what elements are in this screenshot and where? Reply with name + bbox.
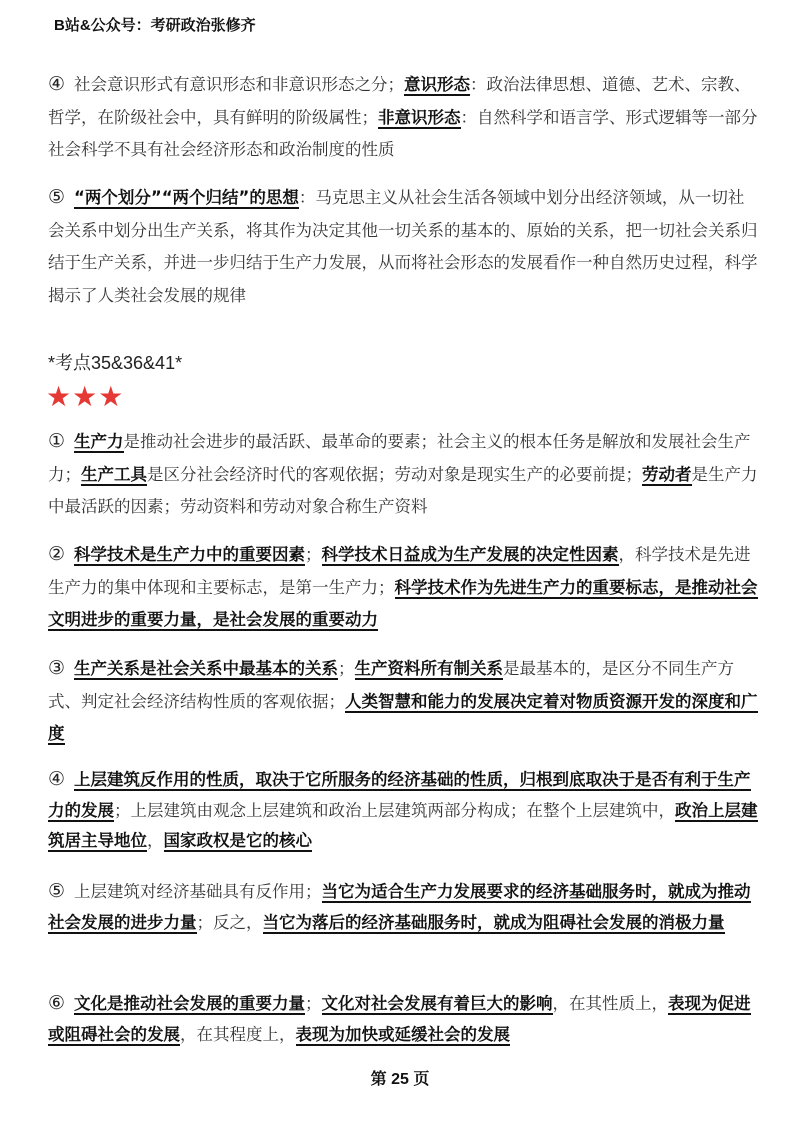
emphasized-text: 政治上层建筑居主导地位 <box>48 800 758 850</box>
emphasized-text: 劳动者 <box>642 464 692 484</box>
emphasized-text: 表现为加快或延缓社会的发展 <box>295 1024 510 1044</box>
emphasized-text: 生产关系是社会关系中最基本的关系 <box>74 659 338 678</box>
emphasized-text: 生产工具 <box>81 464 147 484</box>
emphasized-text: 人类智慧和能力的发展决定着对物质资源开发的深度和广度 <box>48 691 758 743</box>
body-text: ；上层建筑由观念上层建筑和政治上层建筑两部分构成；在整个上层建筑中， <box>114 800 675 820</box>
list-item <box>48 988 758 1050</box>
body-text: 是区分社会经济时代的客观依据；劳动对象是现实生产的必要前提； <box>147 464 642 484</box>
emphasized-text: 科学技术作为先进生产力的重要标志，是推动社会文明进步的重要力量，是社会发展的重要动力 <box>48 577 758 629</box>
item-number: ④ <box>48 73 66 95</box>
body-text: ； <box>338 659 355 678</box>
item-number: ③ <box>48 657 66 679</box>
emphasized-text: 科学技术是生产力中的重要因素 <box>74 545 305 564</box>
body-text: 上层建筑对经济基础具有反作用； <box>74 882 322 901</box>
item-number: ⑤ <box>48 186 66 208</box>
body-text: ，科学技术是先进生产力的集中体现和主要标志，是第一生产力； <box>48 545 751 597</box>
body-text: ； <box>305 994 322 1013</box>
body-text: 社会意识形式有意识形态和非意识形态之分； <box>74 75 404 94</box>
body-text: 是最基本的，是区分不同生产方式、判定社会经济结构性质的客观依据； <box>48 659 734 711</box>
emphasized-text: “两个划分”“两个归结”的思想 <box>74 188 299 207</box>
list-item <box>48 68 758 167</box>
section-label: *考点35&36&41* <box>48 353 183 373</box>
item-number: ① <box>48 430 66 452</box>
emphasized-text: 意识形态 <box>404 75 470 94</box>
emphasized-text: 当它为落后的经济基础服务时，就成为阻碍社会发展的消极力量 <box>262 912 725 932</box>
body-text: 是推动社会进步的最活跃、最革命的要素；社会主义的根本任务是解放和发展社会生产力； <box>48 432 751 484</box>
list-item <box>48 538 758 637</box>
page-number: 第 25 页 <box>370 1071 430 1088</box>
body-text: ，在其程度上， <box>180 1024 296 1044</box>
source-header: B站&公众号：考研政治张修齐 <box>54 17 256 34</box>
list-item <box>48 764 758 857</box>
body-text: ； <box>305 545 322 564</box>
emphasized-text: 科学技术日益成为生产发展的决定性因素 <box>321 545 619 564</box>
list-item <box>48 652 758 751</box>
emphasized-text: 非意识形态 <box>378 107 461 127</box>
emphasized-text: 上层建筑反作用的性质，取决于它所服务的经济基础的性质，归根到底取决于是否有利于生产力的发展 <box>48 770 751 820</box>
list-item <box>48 425 758 524</box>
list-item <box>48 876 758 938</box>
body-text: ；反之， <box>196 912 263 932</box>
body-text: ：马克思主义从社会生活各领域中划分出经济领域，从一切社会关系中划分出生产关系，将其作为决定其他一切关系的基本的、原始的关系，把一切社会关系归结于生产关系，并进一步归结于生产力发展，从而将社会形态的发展看作一种自然历史过程，科学揭示了人类社会发展的规律 <box>48 188 758 305</box>
list-item <box>48 181 758 312</box>
item-number: ⑤ <box>48 880 66 902</box>
emphasized-text: 当它为适合生产力发展要求的经济基础服务时，就成为推动社会发展的进步力量 <box>48 882 751 932</box>
star-rating-icon: ★★★ <box>46 380 125 413</box>
emphasized-text: 文化是推动社会发展的重要力量 <box>74 994 305 1013</box>
body-text: ，在其性质上， <box>552 994 668 1013</box>
item-number: ④ <box>48 768 66 790</box>
emphasized-text: 国家政权是它的核心 <box>163 831 312 850</box>
emphasized-text: 生产力 <box>74 432 124 451</box>
body-text: 是生产力中最活跃的因素；劳动资料和劳动对象合称生产资料 <box>48 464 758 516</box>
emphasized-text: 表现为促进或阻碍社会的发展 <box>48 994 751 1044</box>
emphasized-text: 文化对社会发展有着巨大的影响 <box>321 994 553 1013</box>
body-text: ：自然科学和语言学、形式逻辑等一部分社会科学不具有社会经济形态和政治制度的性质 <box>48 107 758 159</box>
item-number: ⑥ <box>48 992 66 1014</box>
emphasized-text: 生产资料所有制关系 <box>354 659 503 678</box>
item-number: ② <box>48 543 66 565</box>
body-text: ， <box>147 831 164 850</box>
body-text: ：政治法律思想、道德、艺术、宗教、哲学，在阶级社会中，具有鲜明的阶级属性； <box>48 75 751 127</box>
